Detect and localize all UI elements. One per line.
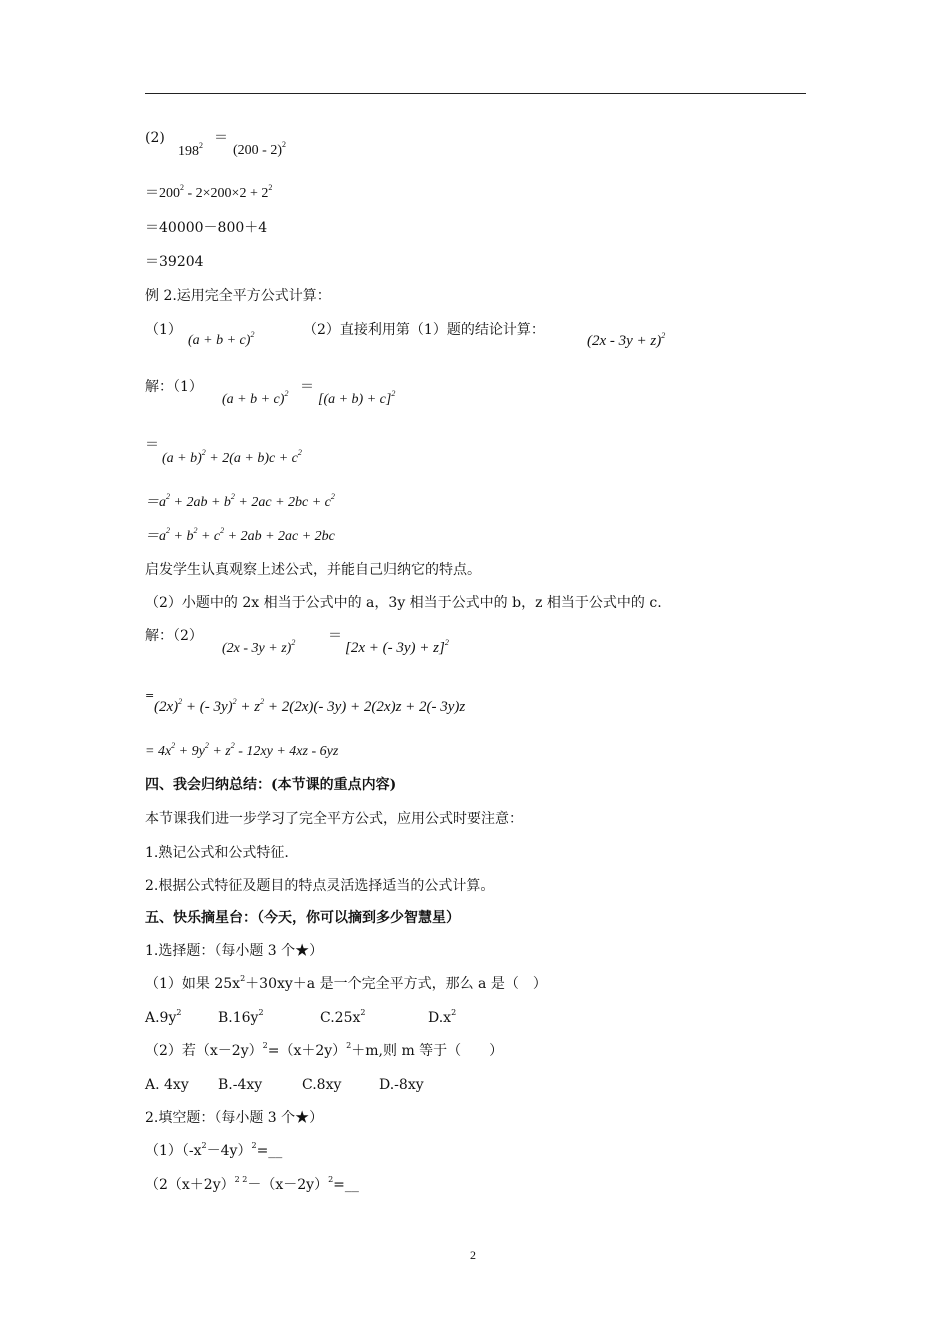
example2-q2-text: （2）直接利用第（1）题的结论计算：	[303, 322, 545, 338]
solution2-eq2: =	[145, 689, 155, 702]
example2-q1-expr: $(a + b + c)^2$	[188, 330, 255, 348]
mc2-option-b: B.-4xy	[218, 1077, 263, 1093]
section4-item1: 1.熟记公式和公式特征.	[145, 845, 289, 861]
mc1-option-b: $B.16y^2$	[218, 1008, 264, 1026]
section5-heading: 五、快乐摘星台：（今天，你可以摘到多少智慧星）	[145, 910, 460, 926]
section4-item2: 2.根据公式特征及题目的特点灵活选择适当的公式计算。	[145, 878, 495, 894]
solution1-step1: $(a + b)^2 + 2(a + b)c + c^2$	[162, 448, 302, 466]
hint-correspondence: （2）小题中的 2x 相当于公式中的 a，3y 相当于公式中的 b，z 相当于公式中的 c.	[145, 595, 662, 611]
fill2-question: （$2(x+2y)^{2 2}-(x-2y)^2=\_\_$	[145, 1175, 359, 1193]
ex1-step3: ＝39204	[145, 254, 204, 270]
solution1-rhs: $[(a + b) + c]^2$	[318, 389, 396, 407]
mc1-option-d: $D.x^2$	[428, 1008, 457, 1026]
mc1-option-c: $C.25x^2$	[320, 1008, 366, 1026]
fill-title: 2.填空题：（每小题 3 个★）	[145, 1110, 324, 1126]
mc2-question: （2）若$(x-2y)^2=(x+2y)^2+m$,则 m 等于（ ）	[145, 1041, 504, 1059]
ex1-lhs: $198^2$	[178, 141, 203, 159]
solution1-step3: $=a^2 + b^2 + c^2 + 2ab + 2ac + 2bc$	[145, 526, 335, 544]
example2-q1-label: （1）	[145, 322, 182, 338]
section4-intro: 本节课我们进一步学习了完全平方公式，应用公式时要注意：	[145, 811, 523, 827]
mc2-option-c: C.8xy	[302, 1077, 342, 1093]
ex1-step1: $=200^2 - 2\times 200\times 2 + 2^2$	[145, 183, 273, 201]
mc1-question: （1）如果 $25x^2+30xy+a$ 是一个完全平方式，那么 a 是（ ）	[145, 974, 547, 992]
solution1-lhs: $(a + b + c)^2$	[222, 389, 289, 407]
mc-title: 1.选择题：（每小题 3 个★）	[145, 943, 324, 959]
ex1-step2: ＝40000－800＋4	[145, 220, 268, 236]
page-number: 2	[470, 1248, 476, 1262]
solution2-eq: ＝	[328, 628, 342, 644]
section4-heading: 四、我会归纳总结：(本节课的重点内容)	[145, 777, 397, 793]
mc2-option-d: D.-8xy	[379, 1077, 424, 1093]
solution1-step2: $=a^2 + 2ab + b^2 + 2ac + 2bc + c^2$	[145, 492, 335, 510]
solution2-label: 解：（2）	[145, 628, 203, 644]
solution2-step1: $(2x)^2$ + (- $3y)^2 + z^2 + 2(2x)(-$ 3y) + 2(2x)z + 2(- 3y)z	[154, 697, 466, 715]
ex1-eq: ＝	[214, 130, 228, 146]
example2-q2-expr: $(2x - 3y + z)^2$	[587, 331, 666, 349]
mc1-option-a: $A.9y^2$	[145, 1008, 182, 1026]
fill1-question: $(1)(-x^2-4y)^2=\_\_$	[145, 1141, 283, 1159]
solution2-step2: = $4x^2 + 9y^2 + z^2 - 12xy + 4xz - 6yz$	[145, 741, 339, 759]
solution1-eq2: ＝	[145, 437, 159, 453]
example2-title: 例 2.运用完全平方公式计算：	[145, 288, 331, 304]
solution2-rhs: [2x + (- 3y) + z]$^2$	[345, 638, 449, 656]
header-rule	[145, 93, 806, 94]
ex1-part2-label: (2)	[145, 130, 165, 146]
mc2-option-a: A. 4xy	[145, 1077, 189, 1093]
solution1-eq: ＝	[300, 379, 314, 395]
solution2-lhs: $(2x - 3y + z)^2$	[222, 638, 296, 656]
solution1-label: 解：（1）	[145, 379, 203, 395]
ex1-rhs: (200 - 2)$^2$	[233, 140, 286, 158]
hint-observe: 启发学生认真观察上述公式，并能自己归纳它的特点。	[145, 562, 481, 578]
